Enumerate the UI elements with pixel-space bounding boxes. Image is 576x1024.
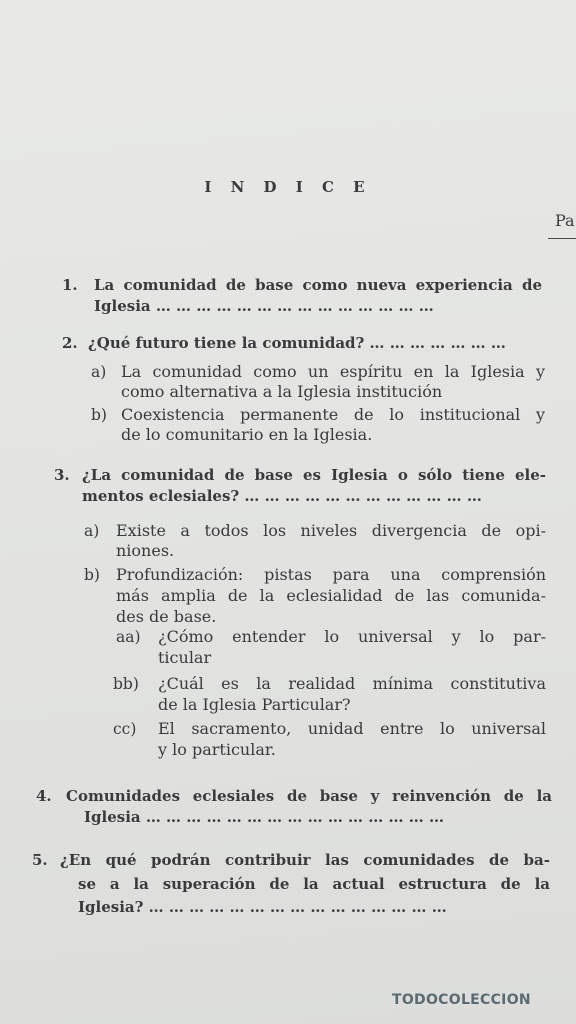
- subitem-line: ¿Cómo entender lo universal y lo par-: [158, 627, 546, 646]
- entry-number: 2.: [62, 334, 78, 352]
- entry-number: 3.: [54, 466, 70, 484]
- entry-title-line: se a la superación de la actual estructura de la: [78, 875, 550, 893]
- subitem-line: de lo comunitario en la Iglesia.: [121, 425, 373, 444]
- subitem-line: ¿Cuál es la realidad mínima constitutiva: [158, 674, 546, 693]
- subitem-line: más amplia de la eclesialidad de las comunida-: [116, 586, 546, 605]
- entry-number: 4.: [36, 787, 52, 805]
- entry-title-line: ¿En qué podrán contribuir las comunidades de ba-: [60, 851, 550, 869]
- subitem-label: a): [91, 363, 107, 381]
- entry-title-line: Iglesia … … … … … … … … … … … … … …: [94, 297, 434, 315]
- subitem-label: a): [84, 522, 100, 540]
- entry-title-line: La comunidad de base como nueva experiencia de: [94, 276, 542, 294]
- subitem-label: cc): [113, 720, 137, 738]
- subitem-label: aa): [116, 628, 141, 646]
- subitem-line: y lo particular.: [158, 740, 276, 759]
- entry-number: 1.: [62, 276, 78, 294]
- subitem-line: de la Iglesia Particular?: [158, 695, 351, 714]
- page-column-header: Pa: [555, 211, 575, 230]
- entry-title-line: Iglesia … … … … … … … … … … … … … … …: [84, 808, 444, 826]
- subitem-line: Existe a todos los niveles divergencia de opi-: [116, 521, 546, 540]
- entry-title-line: ¿Qué futuro tiene la comunidad? … … … … … … …: [88, 334, 506, 352]
- subitem-label: b): [91, 406, 107, 424]
- subitem-line: niones.: [116, 541, 175, 560]
- subitem-line: Coexistencia permanente de lo institucional y: [121, 405, 545, 424]
- page-column-rule: [548, 238, 576, 239]
- entry-title-line: Comunidades eclesiales de base y reinvención de la: [66, 787, 552, 805]
- index-title: I N D I C E: [204, 178, 372, 196]
- entry-title-line: ¿La comunidad de base es Iglesia o sólo tiene ele-: [82, 466, 546, 484]
- subitem-label: b): [84, 566, 100, 584]
- entry-title-line: mentos eclesiales? … … … … … … … … … … … …: [82, 487, 482, 505]
- subitem-line: La comunidad como un espíritu en la Iglesia y: [121, 362, 545, 381]
- subitem-line: como alternativa a la Iglesia institución: [121, 382, 443, 401]
- entry-number: 5.: [32, 851, 48, 869]
- subitem-line: des de base.: [116, 607, 217, 626]
- subitem-line: Profundización: pistas para una comprensión: [116, 565, 546, 584]
- subitem-line: ticular: [158, 648, 212, 667]
- subitem-label: bb): [113, 675, 139, 693]
- entry-title-line: Iglesia? … … … … … … … … … … … … … … …: [78, 898, 447, 916]
- watermark: TODOCOLECCION: [392, 992, 531, 1008]
- subitem-line: El sacramento, unidad entre lo universal: [158, 719, 546, 738]
